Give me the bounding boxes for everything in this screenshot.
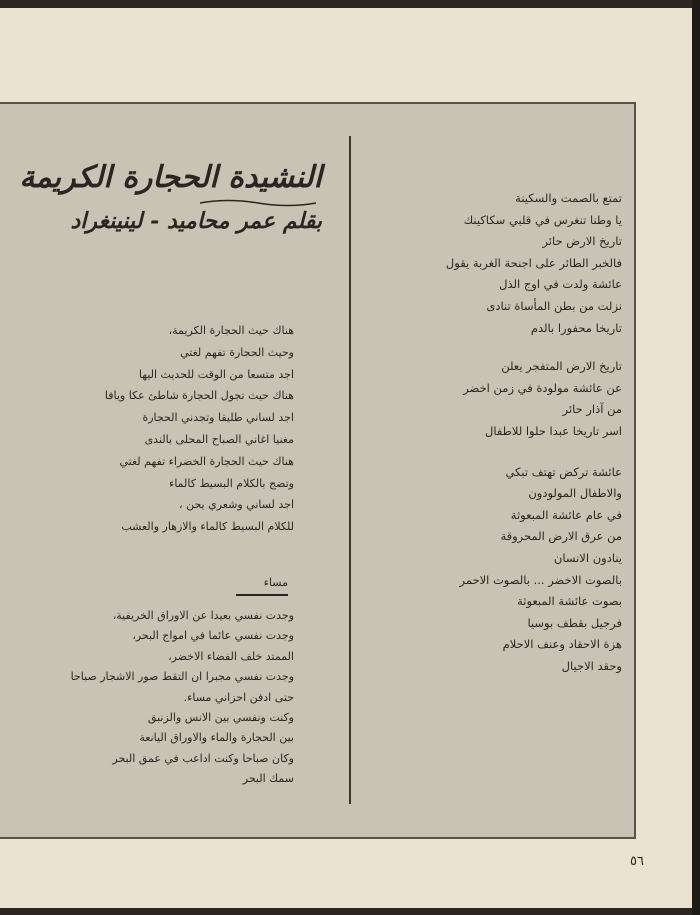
poem-line: اجد متسعا من الوقت للحديث اليها — [138, 367, 294, 381]
subheading-label: مساء — [263, 576, 288, 589]
poem-line: وكان صباحا وكنت اداعب في عمق البحر — [112, 751, 294, 765]
poem-line: اجد لساني وشعري يحن ، — [179, 498, 294, 512]
article-title: النشيدة الحجارة الكريمة — [19, 160, 322, 195]
poem-line: هزة الاحقاد وعنف الاحلام — [502, 637, 622, 652]
poem-line: وحقد الاجيال — [561, 658, 622, 673]
poem-line: هناك حيث الحجارة الخضراء تفهم لغتي — [119, 454, 294, 468]
poem-line: سمك البحر — [242, 772, 294, 786]
poem-line: بصوت عائشة المبعوثة — [517, 594, 622, 609]
poem-line: وكنت ونفسي بين الانس والزنبق — [147, 711, 294, 725]
poem-line: عن عائشة مولودة في زمن اخضر — [463, 380, 622, 395]
poem-line: والاطفال المولودون — [528, 486, 622, 501]
poem-line: فرجيل بقطف بوسيا — [527, 615, 622, 630]
column-divider — [349, 136, 351, 804]
poem-line: وجدت نفسي بعيدا عن الاوراق الخريفية، — [112, 609, 294, 622]
poem-line: بالصوت الاخضر ... بالصوت الاحمر — [459, 572, 622, 587]
poem-line: عائشة ولدت في اوج الذل — [499, 277, 622, 292]
poem-line: وحيث الحجارة تفهم لغتي — [180, 345, 294, 359]
poem-line: ينادون الانسان — [553, 550, 622, 565]
poem-line: حتى ادفن احزاني مساء. — [183, 690, 294, 704]
poem-line: للكلام البسيط كالماء والازهار والعشب — [121, 520, 294, 534]
poem-line: هناك حيث تجول الحجارة شاطئ عكا ويافا — [104, 389, 294, 403]
page-number: ٥٦ — [630, 854, 644, 869]
poem-line: من عرق الارض المحروقة — [500, 529, 622, 544]
scan-edge — [692, 0, 700, 915]
poem-line: مغنيا اغاني الصباح المحلى بالندى — [144, 432, 294, 446]
title-flourish-icon — [198, 198, 318, 208]
second-poem — [14, 606, 294, 790]
poem-line: تاريخ الارض المتفجر يعلن — [501, 359, 622, 374]
poem-line: وجدت نفسي عائما في امواج البحر، — [132, 629, 294, 643]
poem-line: وتضج بالكلام البسيط كالماء — [169, 476, 294, 490]
poem-line: بين الحجارة والماء والاوراق اليانعة — [139, 731, 294, 745]
stanza-3 — [360, 462, 622, 678]
magazine-page — [0, 8, 694, 908]
poem-line: عائشة تركض تهتف تبكي — [505, 464, 622, 479]
poem-line: الممتد خلف الفضاء الاخضر، — [168, 649, 294, 663]
subheading-rule — [236, 594, 288, 596]
poem-line: اجد لساني طليقا وتجدني الحجارة — [142, 411, 294, 425]
poem-line: من آذار حائر — [562, 402, 622, 417]
title-block — [0, 158, 328, 258]
poem-line: نزلت من بطن المأساة تنادى — [486, 298, 622, 313]
left-poem-column — [14, 320, 294, 538]
poem-line: يا وطنا تنغرس في قلبي سكاكينك — [463, 212, 622, 227]
stanza-1 — [360, 188, 622, 339]
poem-subheading — [236, 576, 288, 596]
right-poem-column — [360, 188, 622, 694]
poem-line: تاريخا محفورا بالدم — [530, 320, 622, 335]
poem-line: هناك حيث الحجارة الكريمة، — [168, 324, 294, 337]
poem-line: تاريخ الارض حائر — [542, 234, 622, 249]
poem-line: في عام عائشة المبعوثة — [510, 507, 622, 522]
poem-line: وجدت نفسي مجبرا ان التقط صور الاشجار صباحا — [70, 670, 294, 684]
stanza-2 — [360, 356, 622, 442]
poem-line: فالخبر الطائر على اجنحة الغربة يقول — [445, 255, 622, 270]
article-byline: بقلم عمر محاميد - لينينغراد — [70, 208, 322, 234]
poem-line: تمتع بالصمت والسكينة — [515, 191, 622, 205]
poem-line: اسر تاريخا عبدا حلوا للاطفال — [485, 423, 622, 438]
